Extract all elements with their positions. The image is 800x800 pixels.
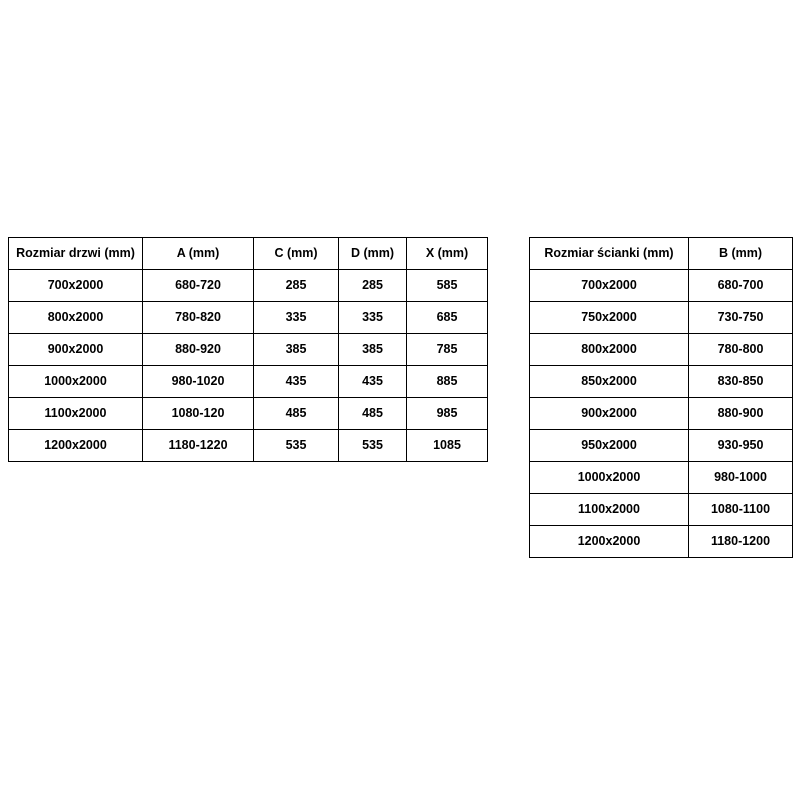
wall-dimensions-table [529,237,793,558]
cell-a: 780-820 [143,302,254,334]
table-header-row [530,238,793,270]
cell-c: 385 [254,334,339,366]
cell-wall-size: 950x2000 [530,430,689,462]
column-header-wall-size: Rozmiar ścianki (mm) [530,238,689,270]
cell-wall-size: 1200x2000 [530,526,689,558]
cell-a: 1080-120 [143,398,254,430]
cell-b: 880-900 [689,398,793,430]
cell-door-size: 1000x2000 [9,366,143,398]
cell-a: 680-720 [143,270,254,302]
table-row [9,302,488,334]
column-header-x: X (mm) [407,238,488,270]
cell-x: 785 [407,334,488,366]
cell-wall-size: 850x2000 [530,366,689,398]
cell-b: 680-700 [689,270,793,302]
table-row [530,526,793,558]
table-row [530,494,793,526]
column-header-d: D (mm) [339,238,407,270]
column-header-door-size: Rozmiar drzwi (mm) [9,238,143,270]
cell-wall-size: 1000x2000 [530,462,689,494]
cell-x: 1085 [407,430,488,462]
column-header-c: C (mm) [254,238,339,270]
table-row [9,270,488,302]
column-header-a: A (mm) [143,238,254,270]
table-row [530,430,793,462]
cell-d: 535 [339,430,407,462]
table-row [9,334,488,366]
cell-x: 985 [407,398,488,430]
cell-wall-size: 800x2000 [530,334,689,366]
cell-b: 1080-1100 [689,494,793,526]
table-row [9,398,488,430]
table-header-row [9,238,488,270]
cell-door-size: 1100x2000 [9,398,143,430]
column-header-b: B (mm) [689,238,793,270]
cell-b: 980-1000 [689,462,793,494]
table-row [530,462,793,494]
table-row [530,366,793,398]
cell-a: 1180-1220 [143,430,254,462]
cell-c: 285 [254,270,339,302]
cell-d: 335 [339,302,407,334]
cell-b: 780-800 [689,334,793,366]
table-row [530,302,793,334]
table-row [9,430,488,462]
table-row [530,334,793,366]
cell-c: 435 [254,366,339,398]
cell-c: 535 [254,430,339,462]
cell-wall-size: 750x2000 [530,302,689,334]
cell-b: 830-850 [689,366,793,398]
cell-door-size: 900x2000 [9,334,143,366]
door-dimensions-table [8,237,488,462]
cell-x: 685 [407,302,488,334]
cell-b: 930-950 [689,430,793,462]
cell-c: 335 [254,302,339,334]
cell-d: 285 [339,270,407,302]
table-row [530,270,793,302]
cell-d: 385 [339,334,407,366]
table-row [530,398,793,430]
cell-door-size: 700x2000 [9,270,143,302]
cell-a: 880-920 [143,334,254,366]
cell-d: 485 [339,398,407,430]
cell-door-size: 1200x2000 [9,430,143,462]
cell-d: 435 [339,366,407,398]
cell-b: 1180-1200 [689,526,793,558]
cell-wall-size: 900x2000 [530,398,689,430]
cell-a: 980-1020 [143,366,254,398]
cell-c: 485 [254,398,339,430]
cell-x: 885 [407,366,488,398]
cell-x: 585 [407,270,488,302]
cell-wall-size: 1100x2000 [530,494,689,526]
cell-door-size: 800x2000 [9,302,143,334]
cell-b: 730-750 [689,302,793,334]
cell-wall-size: 700x2000 [530,270,689,302]
table-row [9,366,488,398]
